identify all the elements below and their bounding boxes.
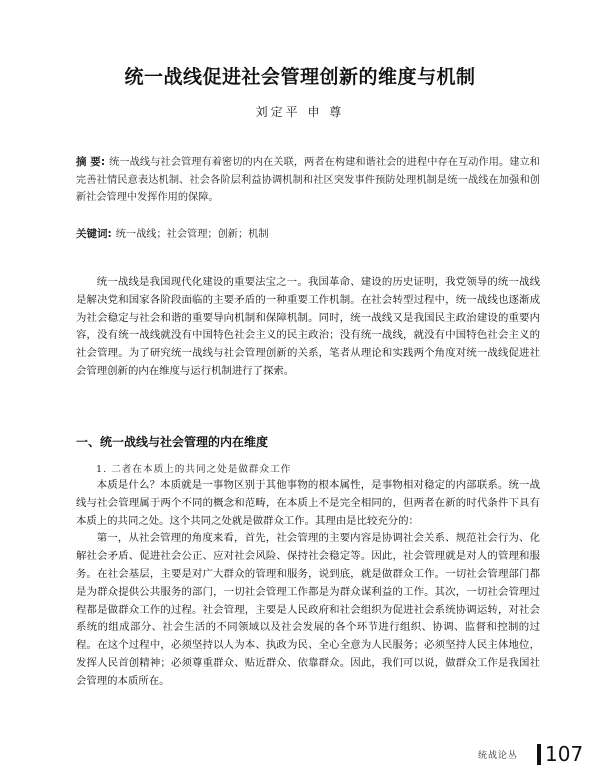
body-paragraph: 第一，从社会管理的角度来看，首先，社会管理的主要内容是协调社会关系、规范社会行为、化解社会矛盾、促进社会公正、应对社会风险、保持社会稳定等。因此，社会管理就是对人的管理和服务。在社会基层，主要是对广大群众的管理和服务，说到底，就是做群众工作。一切社会管理部门都是为群众提供公共服务的部门，一切社会管理工作都是为群众谋利益的工作。其次，一切社会管理过程都是做群众工作的过程。社会管理，主要是人民政府和社会组织为促进社会系统协调运转，对社会系统的组成部分、社会生活的不同领域以及社会发展的各个环节进行组织、协调、监督和控制的过程。在这个过程中，必须坚持以人为本、执政为民、全心全意为人民服务；必须坚持人民主体地位，发挥人民首创精神；必须尊重群众、贴近群众、依靠群众。因此，我们可以说，做群众工作是我国社会管理的本质所在。 — [76, 532, 540, 687]
intro — [76, 274, 540, 381]
abstract-text: 统一战线与社会管理有着密切的内在关联，两者在构建和谐社会的进程中存在互动作用。建立和完善社情民意表达机制、社会各阶层利益协调机制和社区突发事件预防处理机制是统一战线在加强和创新社会管理中发挥作用的保障。 — [76, 157, 540, 204]
footer-journal: 统战论丛 — [478, 751, 519, 761]
article-title: 统一战线促进社会管理创新的维度与机制 — [124, 66, 476, 88]
abstract-label: 摘 要: — [76, 156, 106, 168]
subsection-heading: 1. 二者在本质上的共同之处是做群众工作 — [96, 464, 292, 475]
abstract — [76, 154, 540, 207]
section-heading: 一、统一战线与社会管理的内在维度 — [76, 435, 269, 449]
article-authors: 刘定平 申 尊 — [255, 105, 345, 119]
footer-bar — [537, 744, 541, 765]
section-body — [76, 477, 540, 691]
page-number: 107 — [545, 742, 584, 766]
keywords-label: 关键词: — [76, 228, 112, 240]
keywords-text: 统一战线；社会管理；创新；机制 — [115, 229, 269, 240]
keywords — [76, 226, 540, 243]
body-paragraph: 本质是什么？本质就是一事物区别于其他事物的根本属性，是事物相对稳定的内部联系。统一战线与社会管理属于两个不同的概念和范畴，在本质上不是完全相同的，但两者在新的时代条件下具有本质上的共同之处。这个共同之处就是做群众工作。其理由是比较充分的： — [76, 479, 540, 527]
intro-paragraph: 统一战线是我国现代化建设的重要法宝之一。我国革命、建设的历史证明，我党领导的统一战线是解决党和国家各阶段面临的主要矛盾的一种重要工作机制。在社会转型过程中，统一战线也逐渐成为社会稳定与社会和谐的重要导向机制和保障机制。同时，统一战线又是我国民主政治建设的重要内容，没有统一战线就没有中国特色社会主义的民主政治；没有统一战线，就没有中国特色社会主义的社会管理。为了研究统一战线与社会管理创新的关系，笔者从理论和实践两个角度对统一战线促进社会管理创新的内在维度与运行机制进行了探索。 — [76, 276, 540, 377]
